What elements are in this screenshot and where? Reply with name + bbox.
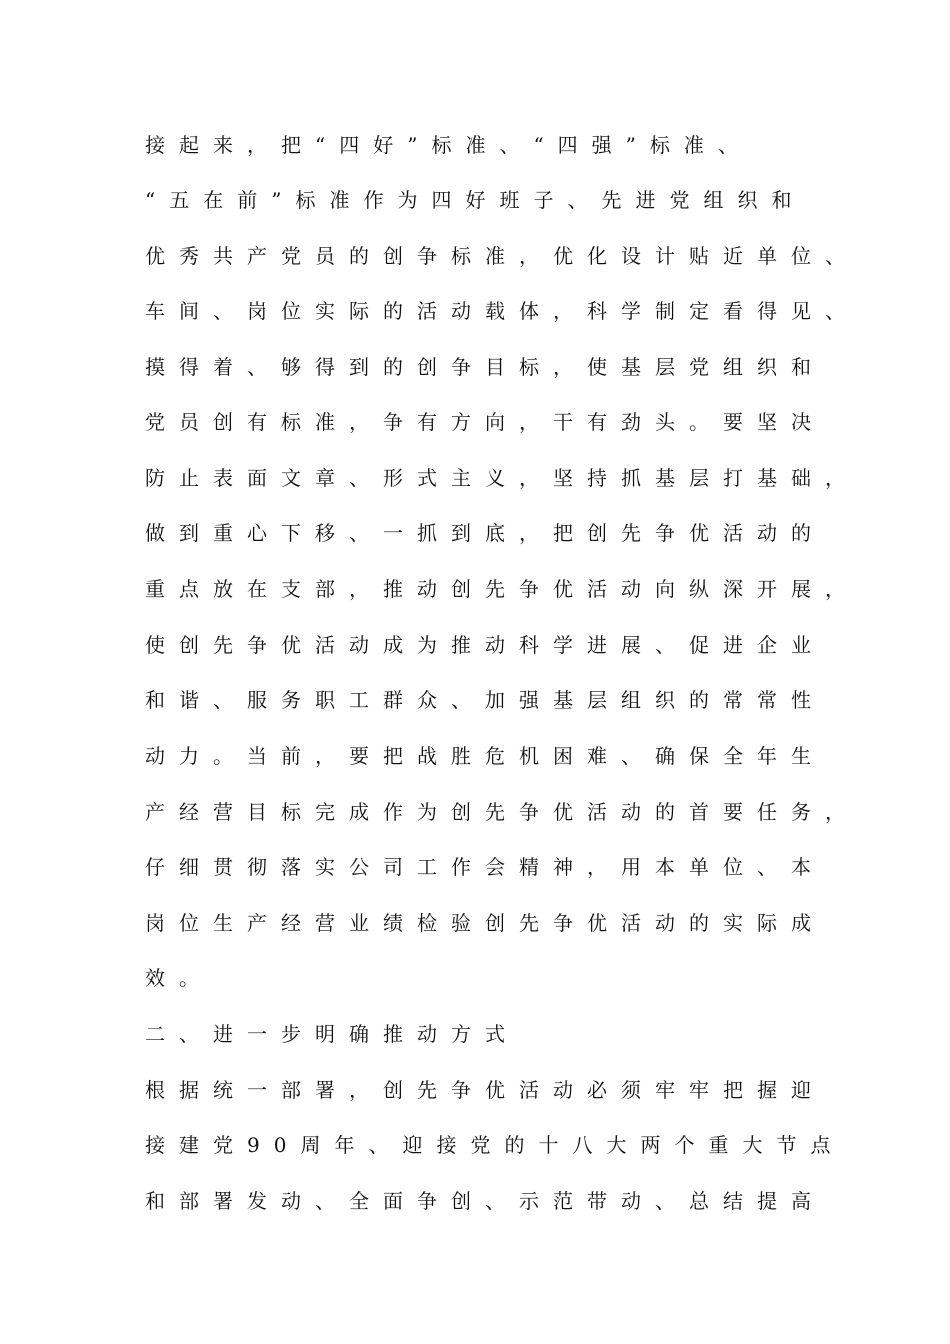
section-heading: 二、进一步明确推动方式 bbox=[145, 1022, 519, 1046]
text-line: 摸得着、够得到的创争目标，使基层党组织和 bbox=[145, 355, 825, 379]
text-line: 动力。当前，要把战胜危机困难、确保全年生 bbox=[145, 744, 825, 768]
text-line: 重点放在支部，推动创先争优活动向纵深开展， bbox=[145, 577, 859, 601]
text-line: 车间、岗位实际的活动载体，科学制定看得见、 bbox=[145, 299, 859, 323]
text-line: 优秀共产党员的创争标准，优化设计贴近单位、 bbox=[145, 244, 859, 268]
text-line: 使创先争优活动成为推动科学进展、促进企业 bbox=[145, 633, 825, 657]
text-line: 效。 bbox=[145, 966, 213, 990]
text-line: 接起来，把“四好”标准、“四强”标准、 bbox=[145, 133, 752, 157]
text-line: 做到重心下移、一抓到底，把创先争优活动的 bbox=[145, 521, 825, 545]
text-line: 根据统一部署，创先争优活动必须牢牢把握迎 bbox=[145, 1078, 825, 1102]
text-line: 接建党90周年、迎接党的十八大两个重大节点 bbox=[145, 1133, 845, 1157]
text-line: 和部署发动、全面争创、示范带动、总结提高 bbox=[145, 1189, 825, 1213]
text-line: “五在前”标准作为四好班子、先进党组织和 bbox=[145, 188, 806, 212]
text-line: 岗位生产经营业绩检验创先争优活动的实际成 bbox=[145, 911, 825, 935]
text-line: 党员创有标准，争有方向，干有劲头。要坚决 bbox=[145, 410, 825, 434]
text-line: 仔细贯彻落实公司工作会精神，用本单位、本 bbox=[145, 855, 825, 879]
text-line: 和谐、服务职工群众、加强基层组织的常常性 bbox=[145, 688, 825, 712]
text-line: 防止表面文章、形式主义，坚持抓基层打基础， bbox=[145, 466, 859, 490]
text-line: 产经营目标完成作为创先争优活动的首要任务， bbox=[145, 800, 859, 824]
